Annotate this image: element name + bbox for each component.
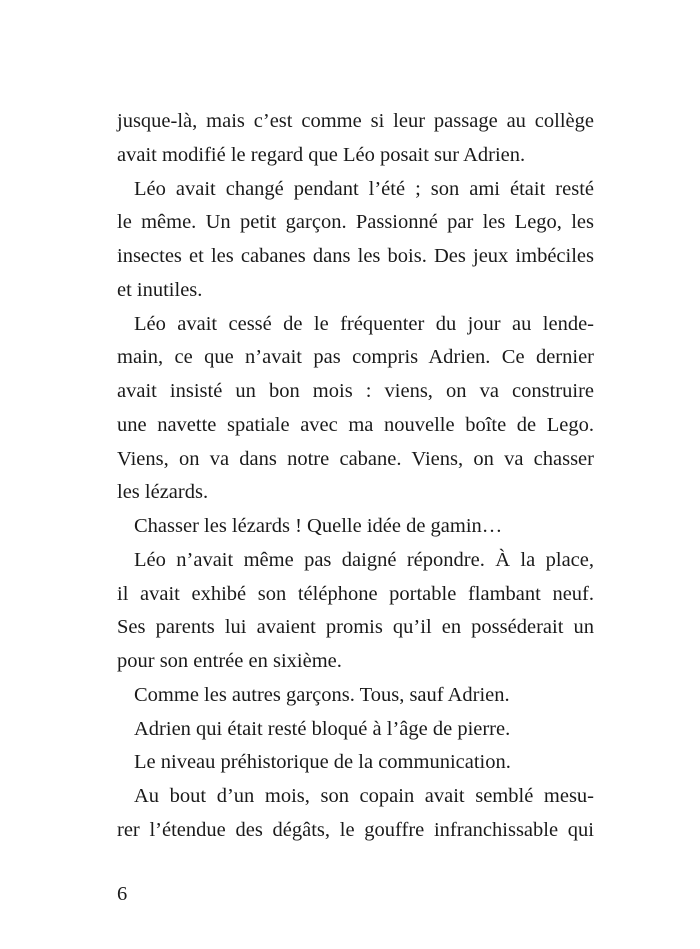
paragraph — [117, 746, 594, 780]
paragraph — [117, 173, 594, 308]
text-line: Viens, on va dans notre cabane. Viens, on va chasser — [117, 447, 594, 470]
text-line: avait modifié le regard que Léo posait sur Adrien. — [117, 143, 526, 166]
text-line: jusque-là, mais c’est comme si leur passage au collège — [117, 110, 594, 132]
text-line: pour son entrée en sixième. — [117, 650, 342, 672]
paragraph — [117, 780, 594, 848]
text-line: Adrien qui était resté bloqué à l’âge de pierre. — [134, 717, 511, 740]
text-line: Chasser les lézards ! Quelle idée de gamin… — [134, 515, 503, 537]
paragraph — [117, 679, 594, 713]
text-line: Comme les autres garçons. Tous, sauf Adrien. — [134, 683, 510, 706]
paragraph — [117, 510, 594, 544]
text-line: rer l’étendue des dégâts, le gouffre infranchissable qui — [117, 818, 594, 841]
body-text — [117, 105, 594, 848]
text-line: Au bout d’un mois, son copain avait semblé mesu- — [134, 785, 594, 807]
text-line: et inutiles. — [117, 278, 203, 301]
text-line: main, ce que n’avait pas compris Adrien. Ce dernier — [117, 346, 594, 369]
text-line: Léo avait changé pendant l’été ; son ami était resté — [134, 177, 594, 200]
text-line: Le niveau préhistorique de la communication. — [134, 751, 511, 774]
text-line: Léo n’avait même pas daigné répondre. À la place, — [134, 548, 594, 571]
paragraph — [117, 105, 594, 173]
text-line: avait insisté un bon mois : viens, on va construire — [117, 380, 594, 402]
text-line: Léo avait cessé de le fréquenter du jour au lende- — [134, 312, 594, 335]
text-line: une navette spatiale avec ma nouvelle boîte de Lego. — [117, 413, 594, 436]
text-line: les lézards. — [117, 481, 209, 504]
text-line: Ses parents lui avaient promis qu’il en posséderait un — [117, 616, 594, 639]
text-line: le même. Un petit garçon. Passionné par les Lego, les — [117, 211, 594, 234]
paragraph — [117, 544, 594, 679]
page-number: 6 — [117, 883, 128, 905]
text-line: insectes et les cabanes dans les bois. Des jeux imbéciles — [117, 245, 594, 267]
text-line: il avait exhibé son téléphone portable flambant neuf. — [117, 582, 594, 605]
paragraph — [117, 308, 594, 511]
paragraph — [117, 713, 594, 747]
